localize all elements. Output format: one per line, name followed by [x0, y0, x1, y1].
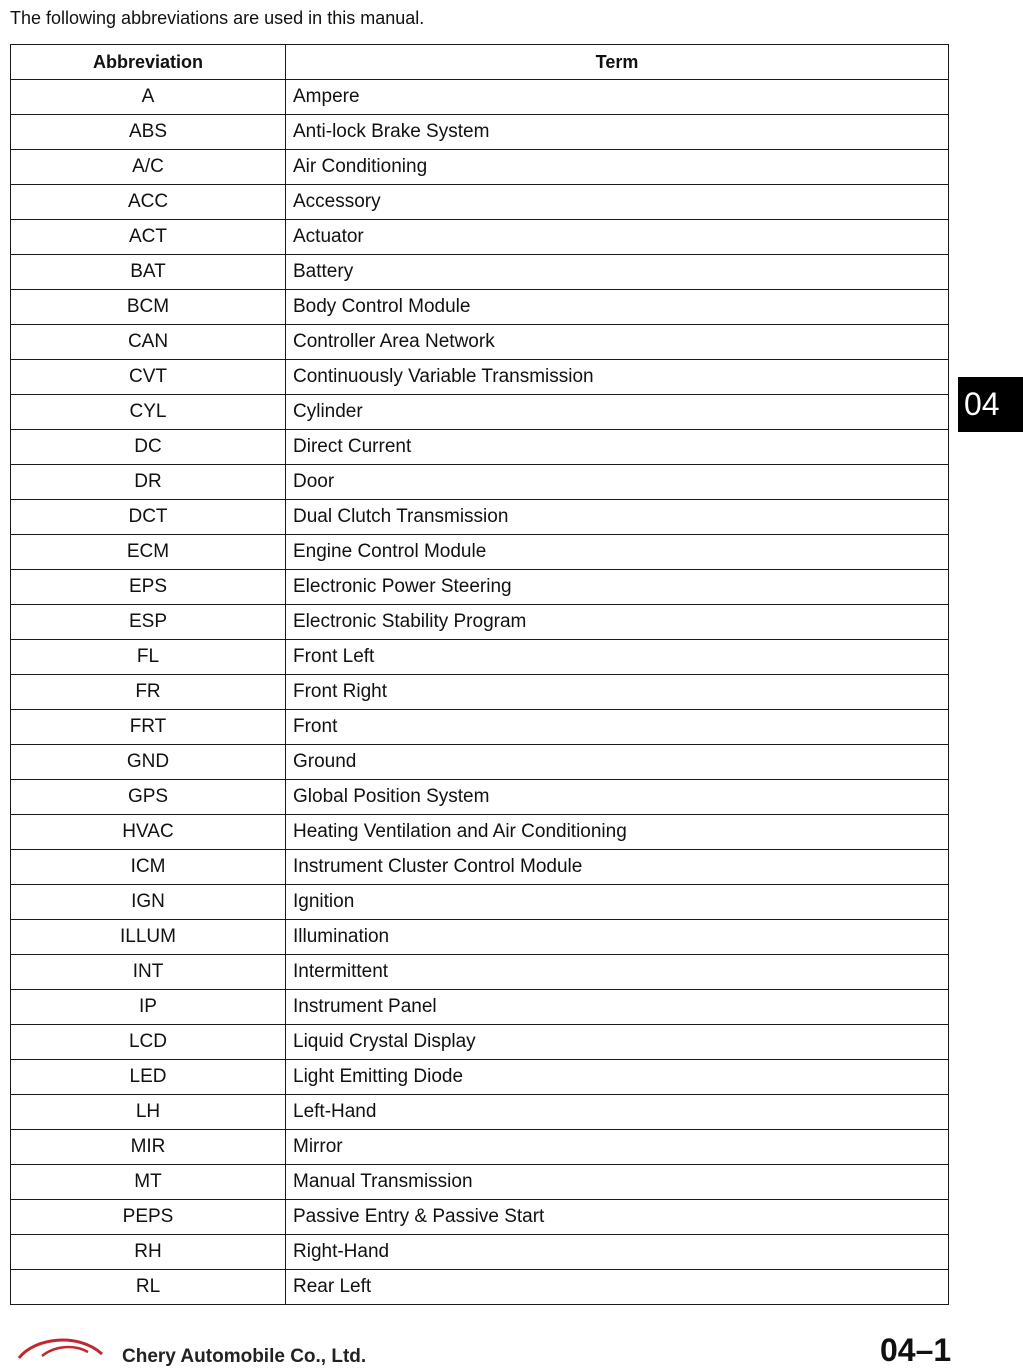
- table-row: [11, 325, 949, 360]
- term-cell: Front Left: [286, 640, 949, 675]
- table-row: [11, 885, 949, 920]
- term-cell: Ground: [286, 745, 949, 780]
- term-cell: Anti-lock Brake System: [286, 115, 949, 150]
- abbreviation-cell: A: [11, 80, 286, 115]
- table-row: [11, 780, 949, 815]
- abbreviation-cell: ECM: [11, 535, 286, 570]
- table-row: [11, 955, 949, 990]
- table-row: [11, 430, 949, 465]
- table-row: [11, 185, 949, 220]
- abbreviation-cell: IP: [11, 990, 286, 1025]
- table-row: [11, 570, 949, 605]
- table-row: [11, 1270, 949, 1305]
- table-row: [11, 1165, 949, 1200]
- table-row: [11, 255, 949, 290]
- table-row: [11, 675, 949, 710]
- table-row: [11, 1060, 949, 1095]
- abbreviation-cell: IGN: [11, 885, 286, 920]
- abbreviation-cell: LED: [11, 1060, 286, 1095]
- term-cell: Dual Clutch Transmission: [286, 500, 949, 535]
- abbreviation-cell: MIR: [11, 1130, 286, 1165]
- term-cell: Light Emitting Diode: [286, 1060, 949, 1095]
- term-cell: Electronic Power Steering: [286, 570, 949, 605]
- abbreviation-cell: ACT: [11, 220, 286, 255]
- term-cell: Actuator: [286, 220, 949, 255]
- table-row: [11, 710, 949, 745]
- term-cell: Engine Control Module: [286, 535, 949, 570]
- abbreviation-cell: GPS: [11, 780, 286, 815]
- table-body: [11, 80, 949, 1305]
- table-row: [11, 1235, 949, 1270]
- chery-logo-icon: [16, 1334, 106, 1364]
- table-row: [11, 1095, 949, 1130]
- term-cell: Manual Transmission: [286, 1165, 949, 1200]
- table-row: [11, 360, 949, 395]
- term-cell: Passive Entry & Passive Start: [286, 1200, 949, 1235]
- abbreviation-cell: PEPS: [11, 1200, 286, 1235]
- table-row: [11, 220, 949, 255]
- abbreviation-cell: CAN: [11, 325, 286, 360]
- term-cell: Front Right: [286, 675, 949, 710]
- abbreviation-table: [10, 44, 949, 1305]
- term-cell: Continuously Variable Transmission: [286, 360, 949, 395]
- abbreviation-cell: CVT: [11, 360, 286, 395]
- abbreviation-cell: ACC: [11, 185, 286, 220]
- term-cell: Liquid Crystal Display: [286, 1025, 949, 1060]
- abbreviation-cell: LH: [11, 1095, 286, 1130]
- table-row: [11, 150, 949, 185]
- abbreviation-cell: RL: [11, 1270, 286, 1305]
- abbreviation-cell: A/C: [11, 150, 286, 185]
- term-cell: Front: [286, 710, 949, 745]
- term-cell: Electronic Stability Program: [286, 605, 949, 640]
- term-cell: Cylinder: [286, 395, 949, 430]
- term-cell: Accessory: [286, 185, 949, 220]
- term-cell: Controller Area Network: [286, 325, 949, 360]
- abbreviation-cell: GND: [11, 745, 286, 780]
- table-row: [11, 465, 949, 500]
- column-header-abbreviation: Abbreviation: [11, 45, 286, 80]
- table-row: [11, 1200, 949, 1235]
- abbreviation-cell: DR: [11, 465, 286, 500]
- term-cell: Right-Hand: [286, 1235, 949, 1270]
- term-cell: Left-Hand: [286, 1095, 949, 1130]
- table-row: [11, 745, 949, 780]
- table-row: [11, 990, 949, 1025]
- abbreviation-cell: ICM: [11, 850, 286, 885]
- term-cell: Door: [286, 465, 949, 500]
- term-cell: Instrument Panel: [286, 990, 949, 1025]
- abbreviation-cell: ILLUM: [11, 920, 286, 955]
- term-cell: Ignition: [286, 885, 949, 920]
- abbreviation-cell: MT: [11, 1165, 286, 1200]
- abbreviation-cell: HVAC: [11, 815, 286, 850]
- table-row: [11, 395, 949, 430]
- term-cell: Direct Current: [286, 430, 949, 465]
- abbreviation-cell: EPS: [11, 570, 286, 605]
- column-header-term: Term: [286, 45, 949, 80]
- term-cell: Intermittent: [286, 955, 949, 990]
- abbreviation-cell: FRT: [11, 710, 286, 745]
- term-cell: Mirror: [286, 1130, 949, 1165]
- term-cell: Heating Ventilation and Air Conditioning: [286, 815, 949, 850]
- section-tab: 04: [958, 377, 1023, 432]
- footer-company-name: Chery Automobile Co., Ltd.: [122, 1346, 367, 1367]
- table-row: [11, 80, 949, 115]
- table-row: [11, 640, 949, 675]
- term-cell: Instrument Cluster Control Module: [286, 850, 949, 885]
- table-row: [11, 535, 949, 570]
- term-cell: Battery: [286, 255, 949, 290]
- abbreviation-cell: FL: [11, 640, 286, 675]
- abbreviation-cell: RH: [11, 1235, 286, 1270]
- abbreviation-cell: FR: [11, 675, 286, 710]
- term-cell: Illumination: [286, 920, 949, 955]
- abbreviation-cell: INT: [11, 955, 286, 990]
- abbreviation-cell: BAT: [11, 255, 286, 290]
- term-cell: Global Position System: [286, 780, 949, 815]
- term-cell: Body Control Module: [286, 290, 949, 325]
- term-cell: Rear Left: [286, 1270, 949, 1305]
- abbreviation-cell: DC: [11, 430, 286, 465]
- abbreviation-cell: DCT: [11, 500, 286, 535]
- table-header-row: [11, 45, 949, 80]
- footer-page-number: 04–1: [880, 1332, 952, 1368]
- table-row: [11, 290, 949, 325]
- table-row: [11, 920, 949, 955]
- table-row: [11, 1025, 949, 1060]
- abbreviation-cell: LCD: [11, 1025, 286, 1060]
- table-row: [11, 850, 949, 885]
- abbreviation-cell: ABS: [11, 115, 286, 150]
- table-row: [11, 815, 949, 850]
- table-row: [11, 1130, 949, 1165]
- abbreviation-cell: CYL: [11, 395, 286, 430]
- table-row: [11, 115, 949, 150]
- table-row: [11, 500, 949, 535]
- term-cell: Air Conditioning: [286, 150, 949, 185]
- abbreviation-cell: BCM: [11, 290, 286, 325]
- intro-text: The following abbreviations are used in this manual.: [10, 8, 425, 28]
- abbreviation-cell: ESP: [11, 605, 286, 640]
- term-cell: Ampere: [286, 80, 949, 115]
- table-row: [11, 605, 949, 640]
